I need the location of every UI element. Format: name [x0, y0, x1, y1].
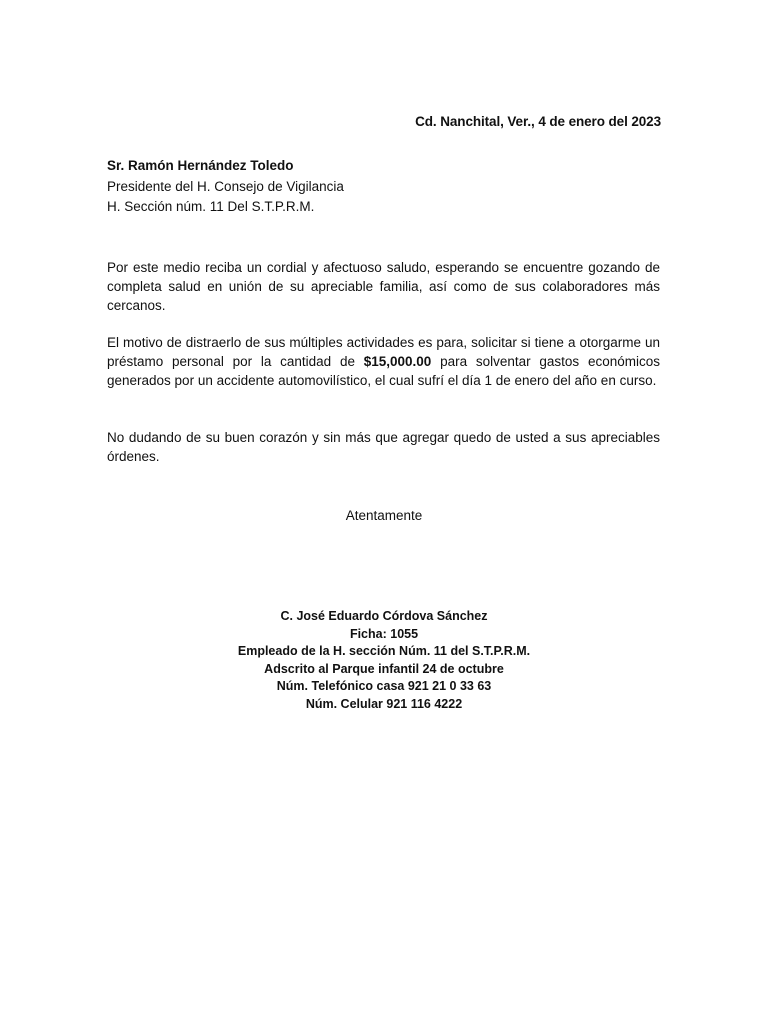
paragraph-2-after: para solventar gastos económicos generados por un accidente automovilístico, el cual sufrí el día 1 de enero del año en curso.: [107, 354, 660, 388]
addressee-name: Sr. Ramón Hernández Toledo: [107, 158, 294, 173]
paragraph-3-text: No dudando de su buen corazón y sin más que agregar quedo de usted a sus apreciables órdenes.: [107, 430, 660, 464]
signer-phone-home: Núm. Telefónico casa 921 21 0 33 63: [276, 679, 492, 693]
closing-salutation: Atentamente: [345, 508, 423, 523]
paragraph-2-text: [107, 333, 660, 390]
signer-assigned: Adscrito al Parque infantil 24 de octubre: [264, 661, 504, 676]
paragraph-1-text: Por este medio reciba un cordial y afectuoso saludo, esperando se encuentre gozando de completa salud en unión de su apreciable familia, así como de sus colaboradores más cercanos.: [107, 260, 660, 313]
paragraph-2-before: El motivo de distraerlo de sus múltiples actividades es para, solicitar si tiene a otorgarme un préstamo personal por la cantidad de: [107, 335, 660, 369]
signer-name: C. José Eduardo Córdova Sánchez: [280, 609, 488, 623]
addressee-section: H. Sección núm. 11 Del S.T.P.R.M.: [107, 199, 315, 214]
paragraph-farewell: [107, 428, 660, 466]
addressee-position: Presidente del H. Consejo de Vigilancia: [107, 178, 344, 194]
paragraph-greeting: [107, 258, 660, 315]
date-line: Cd. Nanchital, Ver., 4 de enero del 2023: [415, 114, 661, 129]
addressee-block: [107, 156, 344, 218]
signature-block: [0, 608, 768, 713]
signer-phone-cell: Núm. Celular 921 116 4222: [305, 696, 463, 711]
signer-ficha: Ficha: 1055: [349, 626, 419, 641]
loan-amount: $15,000.00: [363, 354, 432, 369]
signer-employee: Empleado de la H. sección Núm. 11 del S.T.P.R.M.: [237, 644, 531, 658]
paragraph-request: [107, 333, 660, 390]
